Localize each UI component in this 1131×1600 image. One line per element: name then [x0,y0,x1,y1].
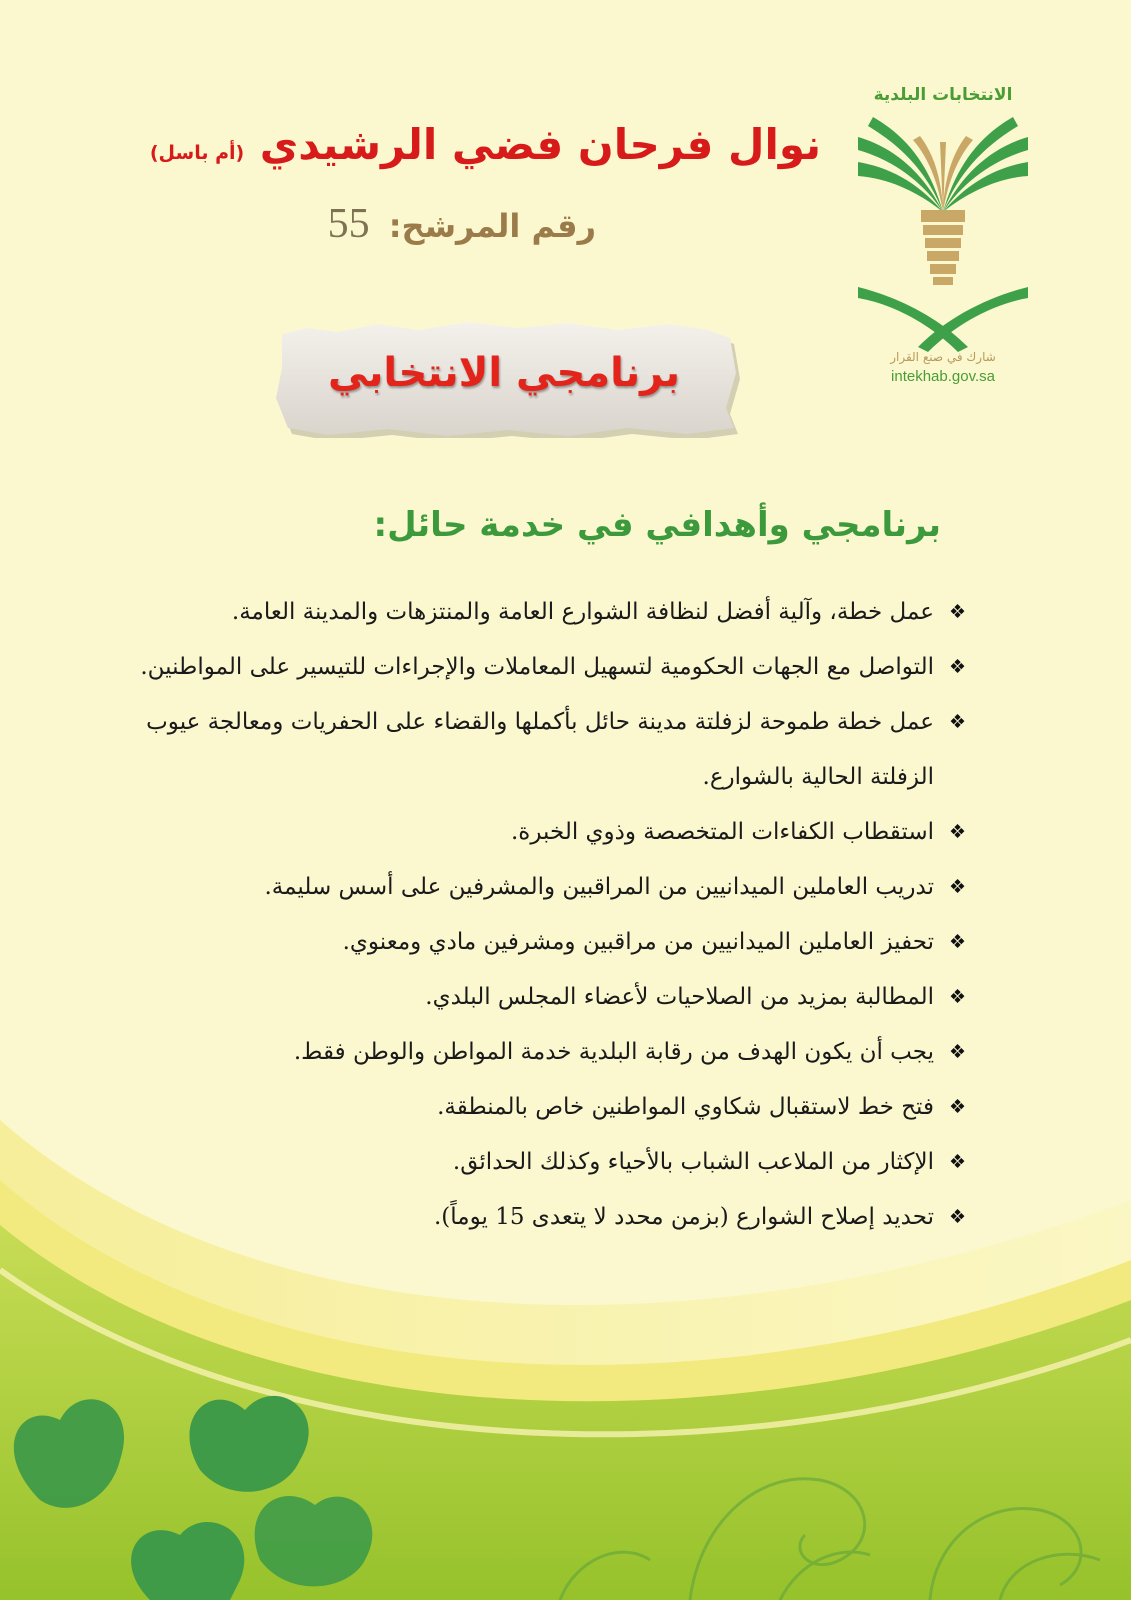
list-item [136,805,966,860]
logo-tagline: شارك في صنع القرار [890,350,996,364]
candidate-number-line [328,200,596,248]
section-title: برنامجي وأهدافي في خدمة حائل: [373,505,941,545]
elections-emblem-icon [858,112,1028,352]
diamond-bullet-icon: ❖ [948,821,966,843]
list-item [136,585,966,640]
list-item [136,695,966,805]
list-item [136,1135,966,1190]
list-item [136,860,966,915]
candidate-number: 55 [327,201,370,247]
list-item [136,1025,966,1080]
candidate-name: نوال فرحان فضي الرشيدي [259,120,821,169]
goal-text: تحديد إصلاح الشوارع (بزمن محدد لا يتعدى 15 يوماً). [434,1204,934,1230]
goal-text: تدريب العاملين الميدانيين من المراقبين والمشرفين على أسس سليمة. [264,874,934,900]
diamond-bullet-icon: ❖ [948,601,966,623]
logo-url: intekhab.gov.sa [891,368,995,385]
candidate-nickname: (أم باسل) [149,142,245,164]
diamond-bullet-icon: ❖ [948,931,966,953]
goal-text: المطالبة بمزيد من الصلاحيات لأعضاء المجلس البلدي. [425,984,934,1010]
goal-text: الإكثار من الملاعب الشباب بالأحياء وكذلك الحدائق. [452,1149,934,1175]
diamond-bullet-icon: ❖ [948,1206,966,1228]
goal-text: التواصل مع الجهات الحكومية لتسهيل المعاملات والإجراءات للتيسير على المواطنين. [140,654,934,680]
elections-logo [858,82,1038,392]
diamond-bullet-icon: ❖ [948,711,966,733]
candidate-number-label: رقم المرشح: [388,207,596,245]
list-item [136,640,966,695]
diamond-bullet-icon: ❖ [948,876,966,898]
program-banner [268,318,740,438]
list-item [136,915,966,970]
diamond-bullet-icon: ❖ [948,1151,966,1173]
goal-text: تحفيز العاملين الميدانيين من مراقبين ومشرفين مادي ومعنوي. [342,929,934,955]
goal-text: يجب أن يكون الهدف من رقابة البلدية خدمة المواطن والوطن فقط. [293,1039,934,1065]
list-item [136,970,966,1025]
logo-title: الانتخابات البلدية [873,85,1013,105]
goal-text: عمل خطة طموحة لزفلتة مدينة حائل بأكملها والقضاء على الحفريات ومعالجة عيوب الزفلتة الحالية بالشوارع. [146,709,934,790]
diamond-bullet-icon: ❖ [948,1041,966,1063]
goal-text: فتح خط لاستقبال شكاوي المواطنين خاص بالمنطقة. [437,1094,934,1120]
diamond-bullet-icon: ❖ [948,656,966,678]
diamond-bullet-icon: ❖ [948,1096,966,1118]
list-item [136,1190,966,1245]
candidate-name-line [150,120,821,169]
banner-title: برنامجي الانتخابي [327,350,681,396]
goal-text: استقطاب الكفاءات المتخصصة وذوي الخبرة. [510,819,934,845]
goal-text: عمل خطة، وآلية أفضل لنظافة الشوارع العامة والمنتزهات والمدينة العامة. [231,599,934,625]
diamond-bullet-icon: ❖ [948,986,966,1008]
list-item [136,1080,966,1135]
goals-list [136,585,966,1245]
